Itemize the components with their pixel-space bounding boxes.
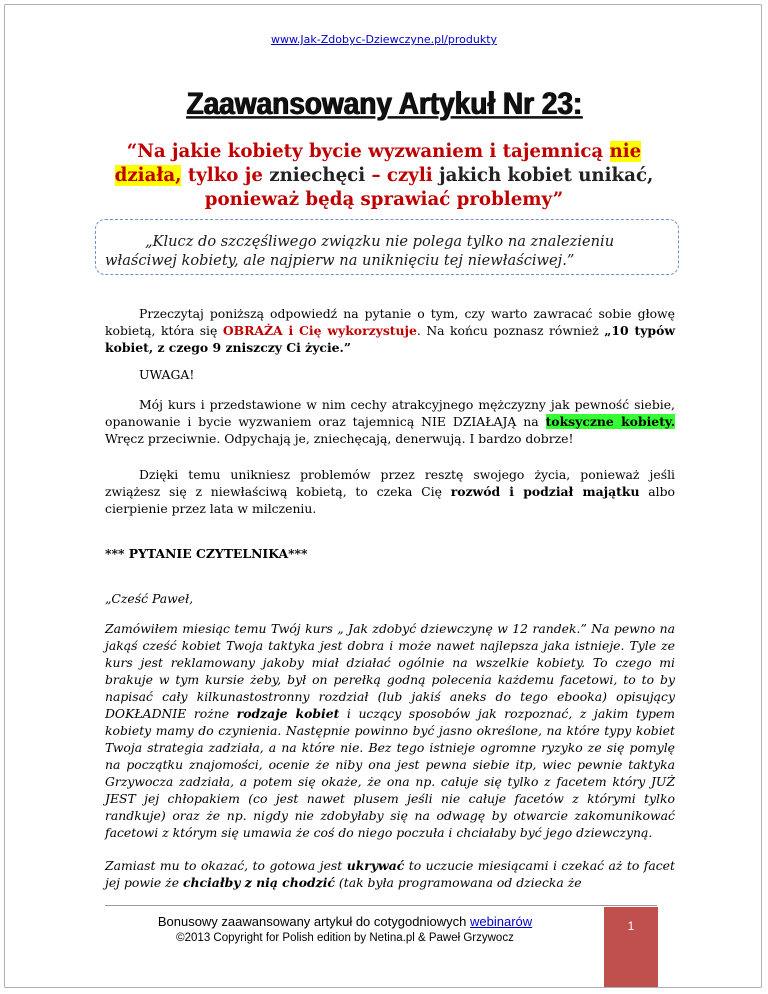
subtitle-part-dark: jakich kobiet bbox=[439, 165, 572, 186]
subtitle-part: ponieważ będą sprawiać problemy” bbox=[204, 189, 564, 210]
copyright-notice: ©2013 Copyright for Polish edition by Netina.pl & Paweł Grzywocz bbox=[176, 932, 514, 944]
text-span: . Na końcu poznasz również bbox=[416, 323, 605, 338]
letter-greeting: „Cześć Paweł, bbox=[105, 591, 194, 606]
quote-text bbox=[105, 232, 675, 270]
emphasis-bold: „10 typów kobiet, z czego 9 zniszczy Ci życie.” bbox=[105, 323, 676, 355]
emphasis-bold: rozwód i podział majątku bbox=[450, 484, 640, 499]
course-paragraph bbox=[105, 396, 675, 447]
footer-caption: Bonusowy zaawansowany artykuł do cotygodniowych bbox=[157, 914, 470, 929]
page-title: Zaawansowany Artykuł Nr 23: bbox=[186, 86, 582, 121]
footer bbox=[105, 914, 585, 946]
subtitle-part: tylko je bbox=[181, 165, 270, 186]
text-span: Zamówiłem miesiąc temu Twój kurs „ Jak zdobyć dziewczynę w 12 randek.” Na pewno na jakąś cześć kobiet Twoja taktyka jest dobra i może nawet najlepsza jaka istnieje. Tyle ze kurs jest reklamowany jakoby miał działać ogólnie na wszelkie kobiety. To czego mi brakuje w tym kursie żeby, był on perełką godną polecenia każdemu facetowi, to to by napisać cały kilkunastostronny rozdział (lub jakiś aneks do tego ebooka) opisujący DOKŁADNIE rożne bbox=[105, 621, 675, 721]
emphasis-bold: ukrywać bbox=[346, 858, 405, 873]
quote-line: „Klucz do szczęśliwego związku nie polega tylko na znalezieniu bbox=[145, 233, 615, 250]
text-span: Dzięki temu unikniesz problemów przez resztę swojego życia, ponieważ jeśli zwiążesz się z niewłaściwą kobietą, to czeka Cię bbox=[105, 467, 675, 499]
text-span: i uczący sposobów jak rozpoznać, z jakim typem kobiety mamy do czynienia. Następnie powinno być jasno określone, na które typy kobiet Twoja strategia zadziała, a na które nie. Bez tego istnieje ogromne ryzyko ze się pomylę na początku znajomości, ocenie że niby ona jest pewna siebie itp, wiec pewnie taktyka Grzywocza zadziała, a potem się okaże, że ona np. całuje się tylko z facetem który JUŻ JEST jej chłopakiem (co jest nawet plusem jeśli nie całuje facetów z którymi tylko randkuje) oraz że np. nigdy nie zdobyłaby się na odwagę by otwarcie zakomunikować facetowi z którym się umawia że coś do niego poczuła i chciałaby być jego dziewczyną. bbox=[105, 706, 675, 840]
footer-divider bbox=[105, 905, 657, 906]
letter-paragraph bbox=[105, 620, 675, 841]
text-span: albo cierpienie przez lata w milczeniu. bbox=[105, 484, 676, 516]
reader-question-heading: *** PYTANIE CZYTELNIKA*** bbox=[105, 546, 308, 561]
uwaga-label: UWAGA! bbox=[139, 367, 195, 382]
emphasis-bold: chciałby z nią chodzić bbox=[183, 875, 335, 890]
emphasis-red: OBRAŻA i Cię wykorzystuje bbox=[222, 323, 417, 338]
emphasis-green-highlight: toksyczne kobiety. bbox=[545, 414, 676, 429]
page-number-badge: 1 bbox=[604, 907, 658, 987]
intro-paragraph bbox=[105, 305, 675, 356]
subtitle-part-dark: unikać, bbox=[571, 165, 654, 186]
subtitle-part-dark: zniechęci bbox=[269, 165, 366, 186]
header-url-link[interactable]: www.Jak-Zdobyc-Dziewczyne.pl/produkty bbox=[270, 33, 498, 46]
text-span: Wręcz przeciwnie. Odpychają je, zniechęcają, denerwują. I bardzo dobrze! bbox=[105, 431, 574, 446]
letter-paragraph-2 bbox=[105, 857, 675, 891]
article-subtitle bbox=[100, 140, 668, 212]
text-span: to uczucie miesiącami i czekać aż to facet jej powie że bbox=[105, 858, 675, 890]
benefit-paragraph bbox=[105, 466, 675, 517]
subtitle-part: – czyli bbox=[365, 165, 440, 186]
quote-line: właściwej kobiety, ale najpierw na uniknięciu tej niewłaściwej.” bbox=[105, 252, 575, 269]
text-span: Przeczytaj poniższą odpowiedź na pytanie o tym, czy warto zawracać sobie głowę kobietą, która się bbox=[105, 306, 675, 338]
text-span: Mój kurs i przedstawione w nim cechy atrakcyjnego mężczyzny jak pewność siebie, opanowanie i bycie wyzwaniem oraz tajemnicą NIE DZIAŁAJĄ na bbox=[105, 397, 675, 429]
text-span: Zamiast mu to okazać, to gotowa jest bbox=[105, 858, 347, 873]
emphasis-bold: rodzaje kobiet bbox=[236, 706, 340, 721]
webinar-link[interactable]: webinarów bbox=[470, 914, 533, 929]
subtitle-part: “Na jakie kobiety bycie wyzwaniem i tajemnicą bbox=[126, 141, 610, 162]
subtitle-highlight: nie działa, bbox=[114, 141, 642, 186]
footer-line bbox=[105, 914, 585, 930]
text-span: (tak była programowana od dziecka że bbox=[334, 875, 582, 890]
